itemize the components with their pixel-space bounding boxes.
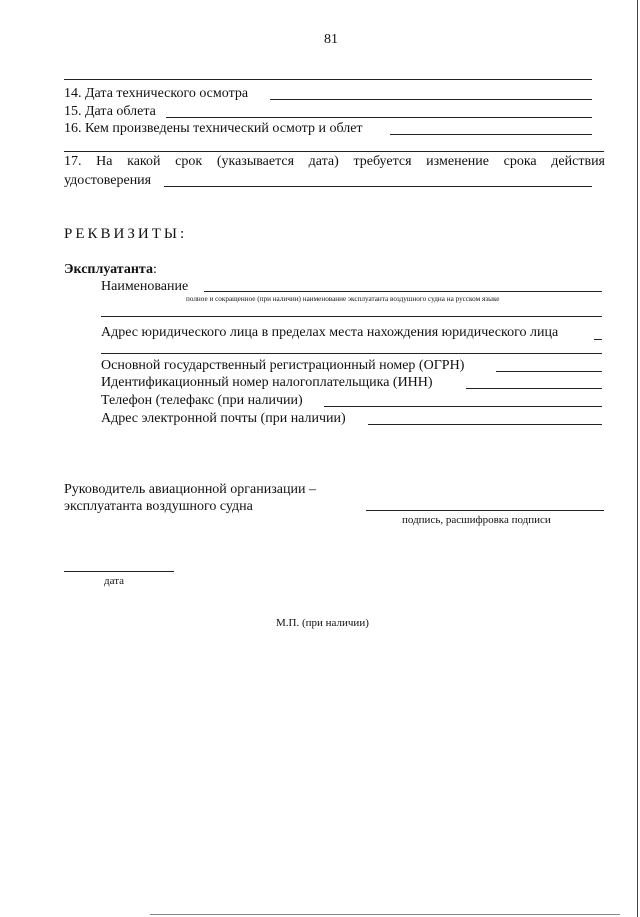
stamp-label: М.П. (при наличии): [276, 617, 369, 629]
ogrn-label: Основной государственный регистрационный номер (ОГРН): [101, 358, 465, 373]
item-15-label: 15. Дата облета: [64, 104, 156, 119]
name-hint: полное и сокращенное (при наличии) наименование эксплуатанта воздушного судна на русском языке: [186, 295, 500, 303]
page-number: 81: [324, 32, 338, 47]
item-17-field-line: [164, 186, 592, 187]
inn-label: Идентификационный номер налогоплательщика (ИНН): [101, 375, 433, 390]
address-field-line: [594, 339, 602, 340]
ogrn-field-line: [496, 371, 602, 372]
name-field-line-2: [101, 316, 602, 317]
date-line: [64, 571, 174, 572]
signature-hint: подпись, расшифровка подписи: [402, 514, 551, 526]
email-label: Адрес электронной почты (при наличии): [101, 411, 346, 426]
item-17-label-continued: удостоверения: [64, 173, 152, 188]
separator-line: [64, 79, 592, 80]
item-14-label: 14. Дата технического осмотра: [64, 86, 249, 101]
head-title-line1: Руководитель авиационной организации –: [64, 482, 316, 497]
head-title-line2: эксплуатанта воздушного судна: [64, 499, 253, 514]
item-15-field-line: [166, 117, 592, 118]
signature-line: [366, 510, 604, 511]
email-field-line: [368, 424, 602, 425]
item-16-field-line: [390, 134, 592, 135]
address-label: Адрес юридического лица в пределах места нахождения юридического лица: [101, 325, 559, 340]
phone-field-line: [324, 406, 602, 407]
name-field-line: [204, 291, 602, 292]
phone-label: Телефон (телефакс (при наличии): [101, 393, 303, 408]
address-field-line-2: [101, 353, 602, 354]
name-label: Наименование: [101, 279, 189, 294]
date-hint: дата: [104, 575, 125, 587]
item-14-field-line: [270, 99, 592, 100]
scan-edge: [150, 914, 620, 915]
scan-edge: [637, 0, 638, 917]
item-17-label: 17. На какой срок (указывается дата) требуется изменение срока действия: [64, 154, 605, 169]
operator-heading-colon: :: [152, 262, 157, 277]
separator-line: [64, 151, 604, 152]
inn-field-line: [466, 388, 602, 389]
item-16-label: 16. Кем произведены технический осмотр и облет: [64, 121, 363, 136]
requisites-heading: РЕКВИЗИТЫ:: [64, 226, 188, 242]
operator-heading: [64, 262, 157, 278]
operator-heading-text: Эксплуатанта: [64, 262, 153, 277]
